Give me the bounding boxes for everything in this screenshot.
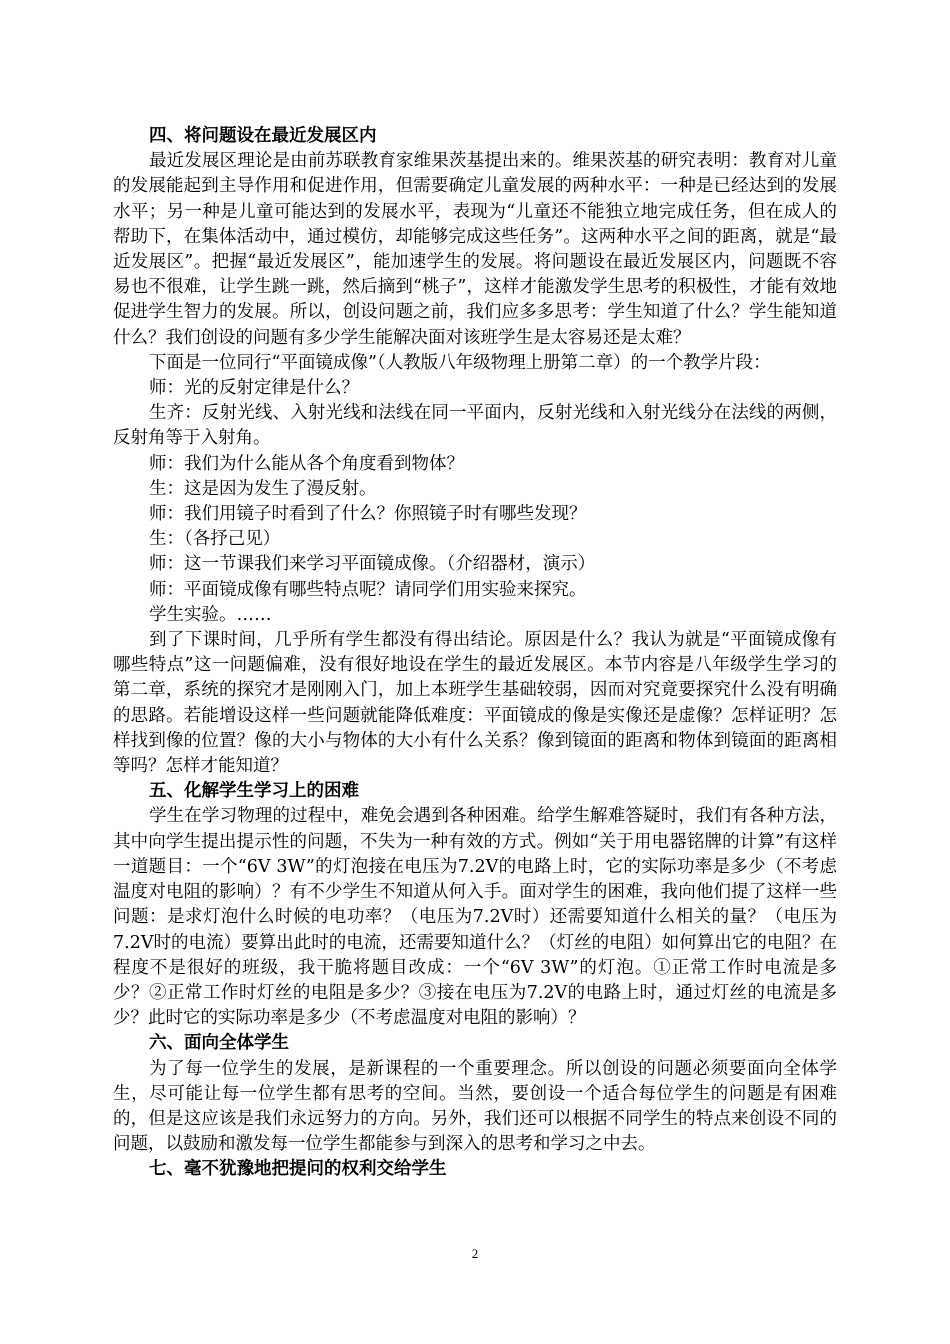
paragraph: 生：（各抒己见）: [149, 529, 281, 550]
paragraph: 下面是一位同行“平面镜成像”（人教版八年级物理上册第二章）的一个教学片段：: [149, 352, 771, 373]
paragraph: 最近发展区理论是由前苏联教育家维果茨基提出来的。维果茨基的研究表明：教育对儿童的发展能起到主导作用和促进作用，但需要确定儿童发展的两种水平：一种是已经达到的发展水平；另一种是儿童可能达到的发展水平，表现为“儿童还不能独立地完成任务，但在成人的帮助下，在集体活动中，通过模仿，却能够完成这些任务”。这两种水平之间的距离，就是“最近发展区”。把握“最近发展区”，能加速学生的发展。将问题设在最近发展区内，问题既不容易也不很难，让学生跳一跳，然后摘到“桃子”，这样才能激发学生思考的积极性，才能有效地促进学生智力的发展。所以，创设问题之前，我们应多多思考：学生知道了什么？学生能知道什么？我们创设的问题有多少学生能解决面对该班学生是太容易还是太难？: [113, 151, 837, 348]
section-heading: 六、面向全体学生: [149, 1033, 289, 1054]
paragraph: 到了下课时间，几乎所有学生都没有得出结论。原因是什么？我认为就是“平面镜成像有哪些特点”这一问题偏难，没有很好地设在学生的最近发展区。本节内容是八年级学生学习的第二章，系统的探究才是刚刚入门，加上本班学生基础较弱，因而对究竟要探究什么没有明确的思路。若能增设这样一些问题就能降低难度：平面镜成的像是实像还是虚像？怎样证明？怎样找到像的位置？像的大小与物体的大小有什么关系？像到镜面的距离和物体到镜面的距离相等吗？怎样才能知道？: [113, 630, 837, 777]
paragraph: 为了每一位学生的发展，是新课程的一个重要理念。所以创设的问题必须要面向全体学生，尽可能让每一位学生都有思考的空间。当然，要创设一个适合每位学生的问题是有困难的，但是这应该是我们永远努力的方向。另外，我们还可以根据不同学生的特点来创设不同的问题，以鼓励和激发每一位学生都能参与到深入的思考和学习之中去。: [113, 1058, 837, 1155]
paragraph: 师：这一节课我们来学习平面镜成像。（介绍器材，演示）: [149, 554, 596, 575]
page-number: 2: [471, 1246, 479, 1261]
paragraph: 生：这是因为发生了漫反射。: [149, 478, 377, 499]
section-heading: 七、毫不犹豫地把提问的权利交给学生: [149, 1159, 447, 1180]
paragraph: 师：光的反射定律是什么？: [149, 378, 359, 399]
paragraph: 师：平面镜成像有哪些特点呢？请同学们用实验来探究。: [149, 579, 587, 600]
paragraph: 师：我们为什么能从各个角度看到物体？: [149, 453, 464, 474]
paragraph: 师：我们用镜子时看到了什么？你照镜子时有哪些发现？: [149, 504, 587, 525]
section-heading: 四、将问题设在最近发展区内: [149, 126, 377, 146]
section-heading: 五、化解学生学习上的困难: [149, 781, 359, 802]
paragraph: 学生在学习物理的过程中，难免会遇到各种困难。给学生解难答疑时，我们有各种方法，其中向学生提出提示性的问题，不失为一种有效的方式。例如“关于用电器铭牌的计算”有这样一道题目：一个“6V 3W”的灯泡接在电压为7.2V的电路上时，它的实际功率是多少（不考虑温度对电阻的影响）？有不少学生不知道从何入手。面对学生的困难，我向他们提了这样一些问题：是求灯泡什么时候的电功率？（电压为7.2V时）还需要知道什么相关的量？（电压为7.2V时的电流）要算出此时的电流，还需要知道什么？（灯丝的电阻）如何算出它的电阻？在程度不是很好的班级，我干脆将题目改成：一个“6V 3W”的灯泡。①正常工作时电流是多少？②正常工作时灯丝的电阻是多少？③接在电压为7.2V的电路上时，通过灯丝的电流是多少？此时它的实际功率是多少（不考虑温度对电阻的影响）？: [113, 806, 837, 1029]
document-body: [113, 124, 837, 1183]
paragraph: 生齐：反射光线、入射光线和法线在同一平面内，反射光线和入射光线分在法线的两侧，反射角等于入射角。: [113, 403, 837, 449]
paragraph: 学生实验。……: [149, 604, 272, 625]
